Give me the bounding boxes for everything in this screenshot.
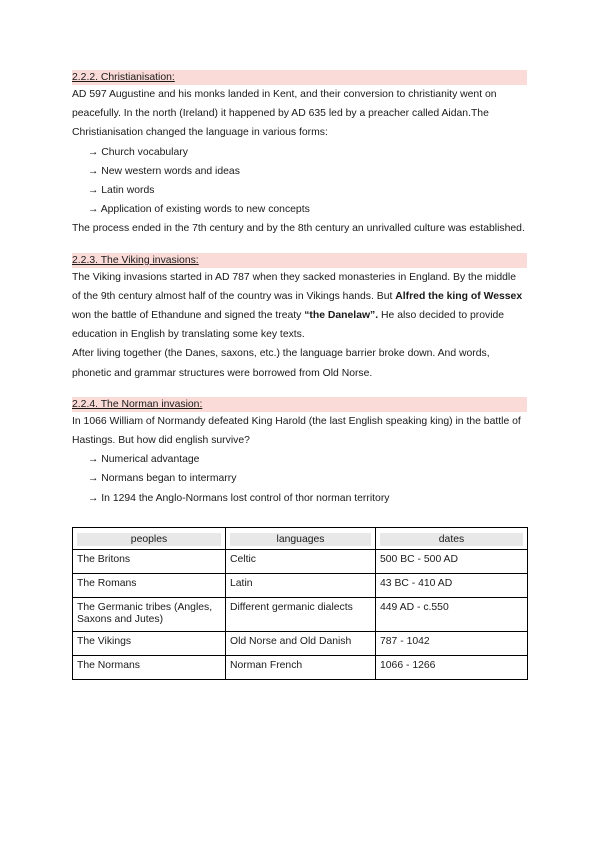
- bullet-item: → Normans began to intermarry: [88, 473, 237, 485]
- table-row: [73, 573, 528, 597]
- table-row: [73, 597, 528, 631]
- text-run: He also decided to provide education in English by translating some key texts.: [72, 310, 505, 341]
- table-cell: The Germanic tribes (Angles, Saxons and Jutes): [73, 597, 226, 631]
- bullet-item: → Latin words: [88, 185, 155, 197]
- table-cell: Norman French: [226, 655, 376, 679]
- table-cell: Old Norse and Old Danish: [226, 631, 376, 655]
- table-cell: 787 - 1042: [376, 631, 528, 655]
- text-run: won the battle of Ethandune and signed the treaty: [72, 310, 305, 322]
- section-heading: 2.2.2. Christianisation:: [72, 70, 527, 85]
- table-row: [73, 631, 528, 655]
- table-cell: The Romans: [73, 573, 226, 597]
- table-header-cell: peoples: [73, 527, 226, 549]
- table-cell: The Normans: [73, 655, 226, 679]
- section-paragraph: The process ended in the 7th century and by the 8th century an unrivalled culture was established.: [72, 223, 525, 235]
- section-paragraph: In 1066 William of Normandy defeated King Harold (the last English speaking king) in the battle of Hastings. But how did english survive?: [72, 415, 521, 447]
- section-heading: 2.2.4. The Norman invasion:: [72, 397, 527, 412]
- bold-text: “the Danelaw”.: [304, 310, 379, 322]
- bullet-item: → New western words and ideas: [88, 165, 240, 177]
- section-paragraph: AD 597 Augustine and his monks landed in Kent, and their conversion to christianity went on peacefully. In the north (Ireland) it happened by AD 635 led by a preacher called Aidan.The Christianisation changed the language in various forms:: [72, 89, 497, 139]
- table-header-cell: dates: [376, 527, 528, 549]
- table-header-cell: languages: [226, 527, 376, 549]
- bullet-item: → Application of existing words to new concepts: [88, 204, 310, 216]
- peoples-table: [72, 527, 528, 680]
- document-page: [72, 70, 527, 680]
- table-cell: Latin: [226, 573, 376, 597]
- section-paragraph: [72, 268, 527, 345]
- table-cell: 43 BC - 410 AD: [376, 573, 528, 597]
- bullet-item: → Numerical advantage: [88, 454, 200, 466]
- table-cell: Different germanic dialects: [226, 597, 376, 631]
- bold-text: Alfred the king of Wessex: [395, 290, 523, 302]
- table-cell: The Britons: [73, 549, 226, 573]
- table-row: [73, 549, 528, 573]
- section-paragraph: After living together (the Danes, saxons, etc.) the language barrier broke down. And words, phonetic and grammar structures were borrowed from Old Norse.: [72, 348, 490, 379]
- table-header-row: [73, 527, 528, 549]
- table-cell: 500 BC - 500 AD: [376, 549, 528, 573]
- table-cell: The Vikings: [73, 631, 226, 655]
- table-cell: 449 AD - c.550: [376, 597, 528, 631]
- bullet-item: → Church vocabulary: [88, 146, 188, 158]
- table-row: [73, 655, 528, 679]
- section-heading: 2.2.3. The Viking invasions:: [72, 253, 527, 268]
- table-cell: 1066 - 1266: [376, 655, 528, 679]
- text-run: The Viking invasions started in AD 787 when they sacked monasteries in England. By the middle of the 9th century almost half of the country was in Vikings hands. But: [72, 271, 516, 302]
- bullet-item: → In 1294 the Anglo-Normans lost control of thor norman territory: [88, 492, 390, 504]
- table-cell: Celtic: [226, 549, 376, 573]
